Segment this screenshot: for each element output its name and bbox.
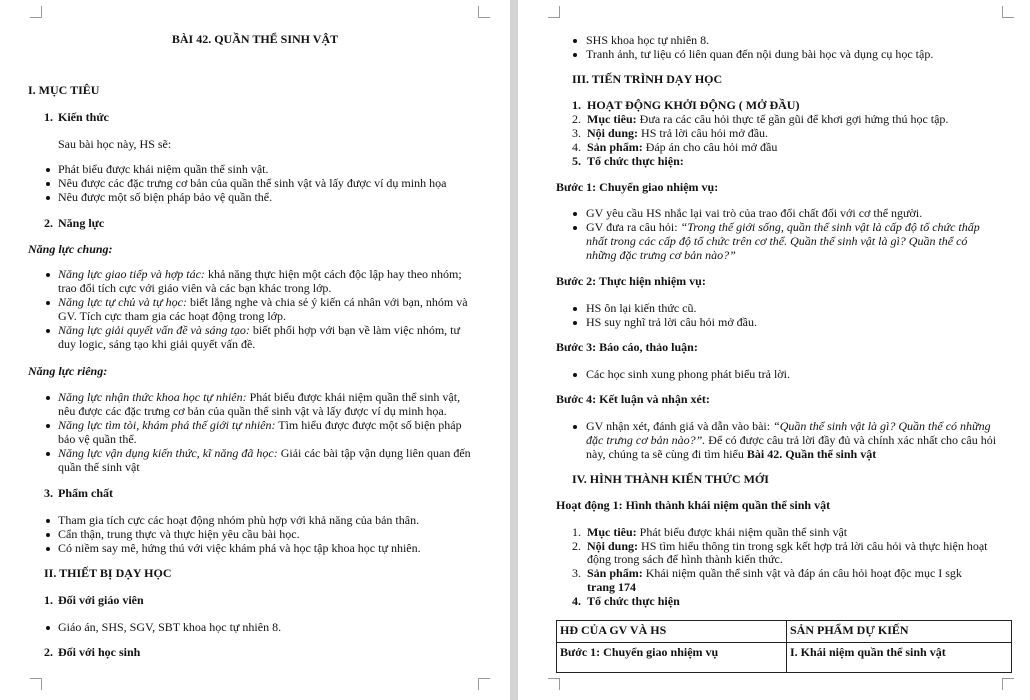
list-item: GV yêu cầu HS nhắc lại vai trò của trao đổi chất đối với cơ thể người. (586, 206, 923, 220)
list-number: 1. (44, 110, 53, 124)
bullet-icon (573, 39, 577, 43)
list-item: Nêu được một số biện pháp bảo vệ quần thể. (58, 190, 273, 204)
list-item: Mục tiêu: Phát biểu được khái niệm quần thể sinh vật (587, 525, 848, 539)
list-number: 4. (572, 140, 581, 154)
list-item: Mục tiêu: Đưa ra các câu hỏi thực tế gần gũi để khơi gợi hứng thú học tập. (587, 112, 949, 126)
bullet-icon (46, 547, 50, 551)
list-item-cont: nêu được các đặc trưng cơ bản của quần thể sinh vật và lấy được ví dụ minh họa. (58, 404, 447, 418)
list-item: HS suy nghĩ trả lời câu hỏi mở đầu. (586, 315, 758, 329)
list-item: Sản phẩm: Đáp án cho câu hỏi mở đầu (587, 140, 778, 154)
list-item: Tổ chức thực hiện (587, 594, 680, 608)
list-item-cont: trang 174 (587, 580, 636, 594)
list-item-cont: GV. Tích cực tham gia các hoạt động trong lớp. (58, 309, 287, 323)
crop-mark (30, 678, 42, 690)
list-item-cont: trao đổi tích cực với giáo viên và các bạn khác trong lớp. (58, 281, 332, 295)
list-item: Tổ chức thực hiện: (587, 154, 684, 168)
bullet-icon (573, 226, 577, 230)
bullet-icon (573, 307, 577, 311)
list-number: 2. (572, 112, 581, 126)
list-item: Sản phẩm: Khái niệm quần thể sinh vật và đáp án câu hỏi hoạt độc mục I sgk (587, 566, 962, 580)
activity-heading: Hoạt động 1: Hình thành khái niệm quần thể sinh vật (556, 498, 831, 512)
list-item: Năng lực vận dụng kiến thức, kĩ năng đã học: Giải các bài tập vận dụng liên quan đến (58, 446, 471, 460)
step-heading: Bước 3: Báo cáo, thảo luận: (556, 340, 698, 354)
list-item: Các học sinh xung phong phát biểu trả lời. (586, 367, 790, 381)
section-heading: II. THIẾT BỊ DẠY HỌC (44, 566, 172, 580)
list-item: HS ôn lại kiến thức cũ. (586, 301, 697, 315)
list-number: 3. (44, 486, 53, 500)
list-number: 3. (572, 566, 581, 580)
list-item-cont: nhất trong các cấp độ tổ chức trên cơ thể. Quần thể sinh vật là gì? Quần thể có (586, 234, 968, 248)
crop-mark (548, 678, 560, 690)
table-header-row (557, 621, 1012, 643)
list-item-cont: này, chúng ta sẽ cùng đi tìm hiểu Bài 42. Quần thể sinh vật (586, 447, 877, 461)
bullet-icon (46, 396, 50, 400)
crop-mark (30, 6, 42, 18)
table-header-cell: SẢN PHẨM DỰ KIẾN (787, 621, 1012, 643)
step-heading: Bước 4: Kết luận và nhận xét: (556, 392, 710, 406)
bullet-icon (573, 321, 577, 325)
bullet-icon (46, 182, 50, 186)
subsection-heading: Năng lực (58, 216, 105, 230)
list-item-cont: duy logic, sáng tạo khi giải quyết vấn đề. (58, 337, 256, 351)
step-heading: Bước 1: Chuyển giao nhiệm vụ: (556, 180, 719, 194)
lesson-title: BÀI 42. QUẦN THỂ SINH VẬT (171, 32, 339, 46)
list-item: Nội dung: HS tìm hiểu thông tin trong sgk kết hợp trả lời câu hỏi và thực hiện hoạt (587, 539, 988, 553)
document-page-left[interactable] (0, 0, 510, 700)
list-item-cont: động trong sách để hình thành kiến thức. (587, 552, 783, 566)
table-cell: I. Khái niệm quần thể sinh vật (787, 643, 1012, 673)
list-item: GV đưa ra câu hỏi: “Trong thế giới sống, quần thể sinh vật là cấp độ tổ chức thấp (586, 220, 980, 234)
bullet-icon (46, 626, 50, 630)
list-item: Tham gia tích cực các hoạt động nhóm phù hợp với khả năng của bản thân. (58, 513, 420, 527)
list-item: Năng lực giải quyết vấn đề và sáng tạo: biết phối hợp với bạn về làm việc nhóm, tư (58, 323, 461, 337)
crop-mark (1002, 6, 1014, 18)
list-item: Năng lực giao tiếp và hợp tác: khả năng thực hiện một cách độc lập hay theo nhóm; (58, 267, 462, 281)
lesson-plan-table (556, 620, 1012, 673)
section-heading: III. TIẾN TRÌNH DẠY HỌC (572, 72, 723, 86)
bullet-icon (46, 329, 50, 333)
list-item: Phát biểu được khái niệm quần thể sinh vật. (58, 162, 269, 176)
bullet-icon (46, 273, 50, 277)
bullet-icon (46, 533, 50, 537)
bullet-icon (573, 373, 577, 377)
list-item-cont: đặc trưng cơ bản nào?”. Để có được câu trả lời đầy đủ và chính xác nhất cho câu hỏi (586, 433, 997, 447)
crop-mark (548, 6, 560, 18)
bullet-icon (573, 425, 577, 429)
section-heading: I. MỤC TIÊU (28, 83, 100, 97)
list-item: Có niềm say mê, hứng thú với việc khám phá và học tập khoa học tự nhiên. (58, 541, 421, 555)
bullet-icon (46, 168, 50, 172)
list-number: 3. (572, 126, 581, 140)
list-item: Năng lực tìm tòi, khám phá thế giới tự nhiên: Tìm hiểu được được một số biện pháp (58, 418, 462, 432)
document-page-right[interactable] (518, 0, 1030, 700)
subsection-heading: Đối với học sinh (58, 645, 141, 659)
subheading: Năng lực chung: (28, 242, 113, 256)
paragraph: Sau bài học này, HS sẽ: (58, 137, 172, 151)
list-item: Năng lực nhận thức khoa học tự nhiên: Phát biểu được khái niệm quần thể sinh vật, (58, 390, 461, 404)
list-item: Nội dung: HS trả lời câu hỏi mở đầu. (587, 126, 769, 140)
list-item: SHS khoa học tự nhiên 8. (586, 33, 710, 47)
bullet-icon (46, 519, 50, 523)
list-number: 2. (44, 645, 53, 659)
list-item: Nêu được các đặc trưng cơ bản của quần thể sinh vật và lấy được ví dụ minh họa (58, 176, 447, 190)
list-item: Cẩn thận, trung thực và thực hiện yêu cầu bài học. (58, 527, 300, 541)
step-heading: Bước 2: Thực hiện nhiệm vụ: (556, 274, 706, 288)
subheading: Năng lực riêng: (28, 364, 108, 378)
crop-mark (478, 6, 490, 18)
list-item: HOẠT ĐỘNG KHỞI ĐỘNG ( MỞ ĐẦU) (587, 98, 800, 112)
bullet-icon (46, 301, 50, 305)
table-row (557, 643, 1012, 673)
list-item-cont: bảo vệ quần thể. (58, 432, 137, 446)
table-header-cell: HĐ CỦA GV VÀ HS (557, 621, 787, 643)
crop-mark (1002, 678, 1014, 690)
bullet-icon (46, 196, 50, 200)
list-item-cont: những đặc trưng cơ bản nào?” (586, 248, 736, 262)
bullet-icon (46, 424, 50, 428)
list-item: GV nhận xét, đánh giá và dẫn vào bài: “Quần thể sinh vật là gì? Quần thể có những (586, 419, 991, 433)
list-item: Năng lực tự chủ và tự học: biết lắng nghe và chia sẻ ý kiến cá nhân với bạn, nhóm và (58, 295, 468, 309)
list-item: Tranh ảnh, tư liệu có liên quan đến nội dung bài học và dụng cụ học tập. (586, 47, 934, 61)
list-number: 1. (572, 98, 581, 112)
list-number: 1. (572, 525, 581, 539)
list-item: Giáo án, SHS, SGV, SBT khoa học tự nhiên 8. (58, 620, 282, 634)
crop-mark (478, 678, 490, 690)
list-number: 2. (572, 539, 581, 553)
list-number: 1. (44, 593, 53, 607)
bullet-icon (573, 212, 577, 216)
subsection-heading: Đối với giáo viên (58, 593, 144, 607)
subsection-heading: Kiến thức (58, 110, 109, 124)
list-number: 5. (572, 154, 581, 168)
table-cell: Bước 1: Chuyển giao nhiệm vụ (557, 643, 787, 673)
list-number: 4. (572, 594, 581, 608)
page-gutter (510, 0, 518, 700)
section-heading: IV. HÌNH THÀNH KIẾN THỨC MỚI (572, 472, 769, 486)
list-number: 2. (44, 216, 53, 230)
bullet-icon (46, 452, 50, 456)
subsection-heading: Phẩm chất (58, 486, 113, 500)
list-item-cont: quần thể sinh vật (58, 460, 140, 474)
bullet-icon (573, 53, 577, 57)
